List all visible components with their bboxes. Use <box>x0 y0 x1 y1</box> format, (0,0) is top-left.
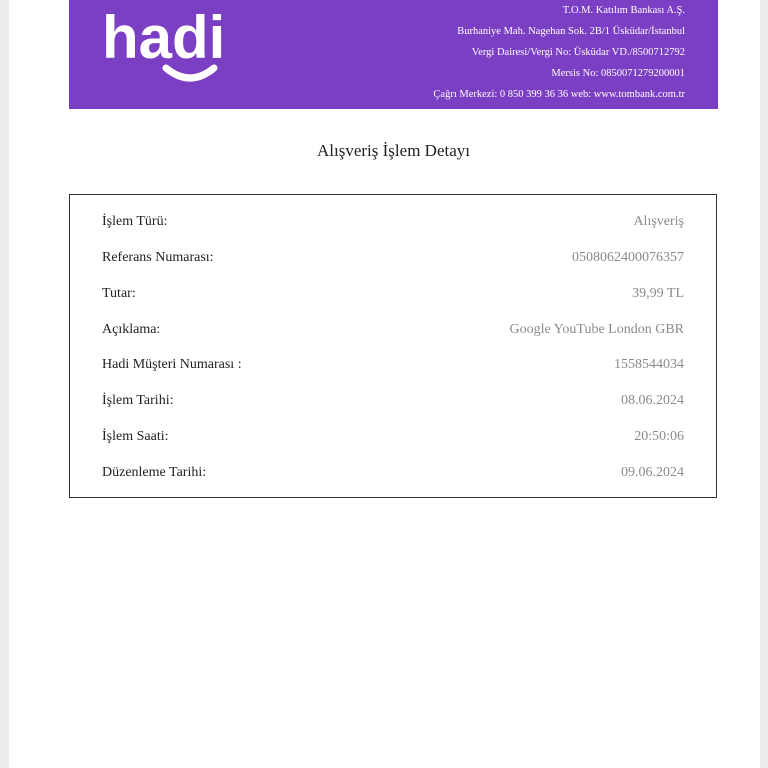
detail-label: İşlem Türü: <box>102 214 168 229</box>
bank-mersis: Mersis No: 0850071279200001 <box>551 68 685 79</box>
detail-row-customer-number <box>102 353 684 377</box>
bank-info <box>355 0 685 105</box>
detail-row-transaction-type <box>102 210 684 234</box>
detail-label: İşlem Tarihi: <box>102 393 174 408</box>
bank-tax-info: Vergi Dairesi/Vergi No: Üsküdar VD./8500712792 <box>471 47 685 58</box>
detail-value: 39,99 TL <box>632 286 684 301</box>
detail-value: 1558544034 <box>614 357 684 372</box>
detail-label: Açıklama: <box>102 322 161 337</box>
bank-name: T.O.M. Katılım Bankası A.Ş. <box>562 5 685 16</box>
transaction-details-box <box>69 194 717 498</box>
detail-value: 08.06.2024 <box>621 393 684 408</box>
detail-label: İşlem Saati: <box>102 429 169 444</box>
detail-value: Google YouTube London GBR <box>509 322 684 337</box>
detail-label: Tutar: <box>102 286 136 301</box>
detail-row-amount <box>102 282 684 306</box>
logo-wordmark: hadi <box>102 4 226 71</box>
detail-label: Hadi Müşteri Numarası : <box>102 357 242 372</box>
document-title: Alışveriş İşlem Detayı <box>317 141 470 160</box>
detail-row-issue-date <box>102 461 684 485</box>
detail-value: Alışveriş <box>633 214 684 229</box>
detail-value: 09.06.2024 <box>621 465 684 480</box>
detail-value: 0508062400076357 <box>572 250 684 265</box>
bank-address: Burhaniye Mah. Nagehan Sok. 2B/1 Üsküdar/İstanbul <box>457 26 685 37</box>
detail-row-reference-number <box>102 246 684 270</box>
detail-label: Düzenleme Tarihi: <box>102 465 207 480</box>
bank-contact: Çağrı Merkezi: 0 850 399 36 36 web: www.tombank.com.tr <box>433 89 685 100</box>
hadi-logo <box>102 0 262 90</box>
detail-label: Referans Numarası: <box>102 250 214 265</box>
detail-value: 20:50:06 <box>634 429 684 444</box>
detail-row-transaction-date <box>102 389 684 413</box>
document-page <box>9 0 760 768</box>
header-banner <box>69 0 718 109</box>
detail-row-transaction-time <box>102 425 684 449</box>
detail-row-description <box>102 318 684 342</box>
